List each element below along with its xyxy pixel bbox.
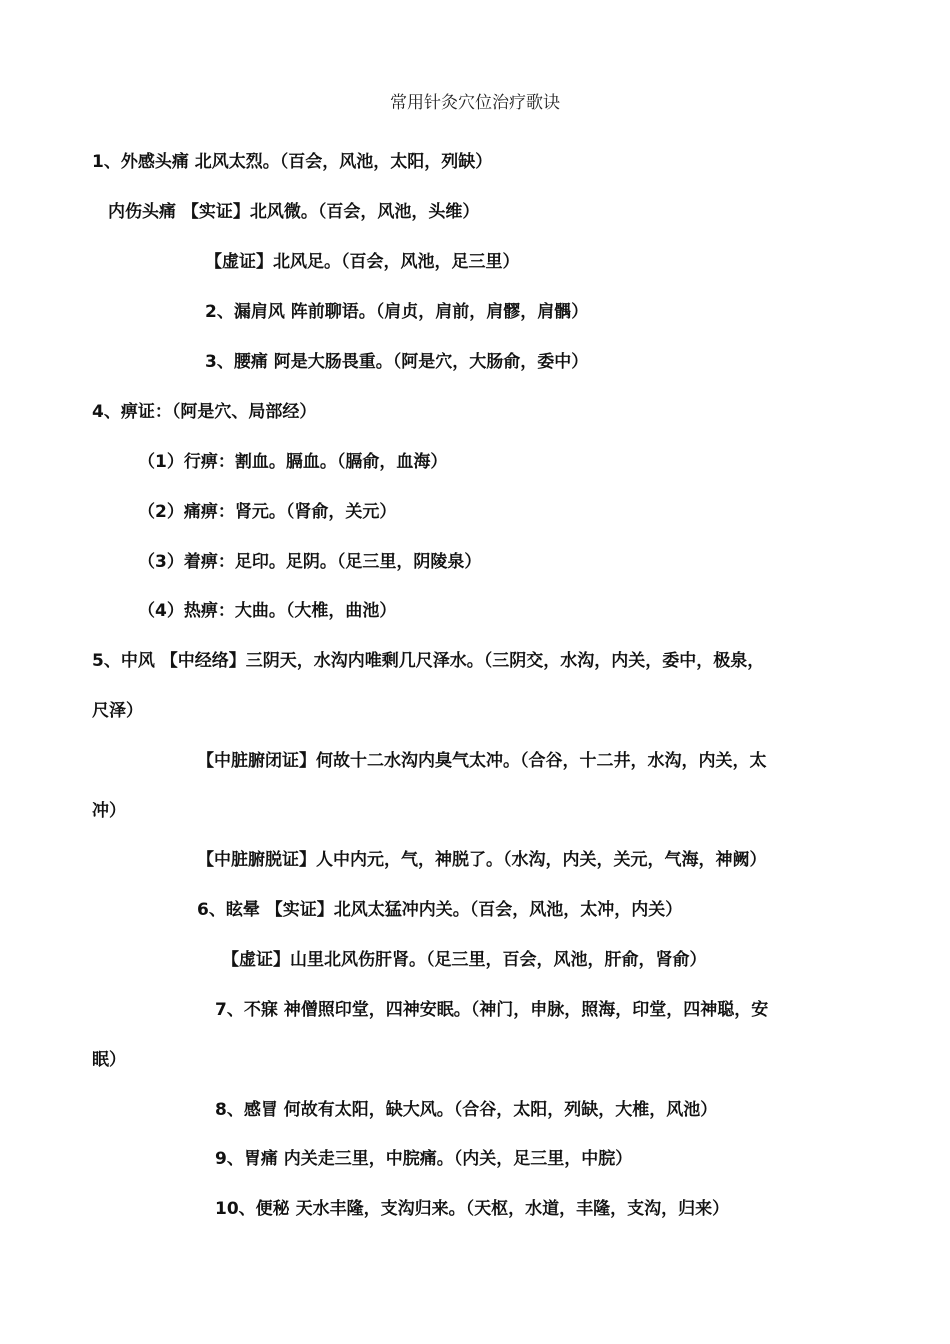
text-line-headache-internal-excess: 内伤头痛 【实证】北风微。（百会，风池，头维） — [108, 202, 480, 222]
text-line-vertigo-excess: 6、眩晕 【实证】北风太猛冲内关。（百会，风池，太冲，内关） — [197, 900, 683, 920]
text-line-painful-bi: （2）痛痹：肾元。（肾俞，关元） — [138, 502, 397, 522]
text-line-insomnia-cont: 眠） — [92, 1050, 126, 1070]
text-line-heat-bi: （4）热痹：大曲。（大椎，曲池） — [138, 601, 397, 621]
text-line-stomach-pain: 9、胃痛 内关走三里，中脘痛。（内关，足三里，中脘） — [215, 1149, 633, 1169]
text-line-insomnia: 7、不寐 神僧照印堂，四神安眠。（神门，申脉，照海，印堂，四神聪，安 — [215, 1000, 769, 1020]
text-line-headache-internal-deficiency: 【虚证】北风足。（百会，风池，足三里） — [205, 252, 520, 272]
text-line-stroke-closed: 【中脏腑闭证】何故十二水沟内臭气太冲。（合谷，十二井，水沟，内关，太 — [197, 751, 767, 771]
text-line-common-cold: 8、感冒 何故有太阳，缺大风。（合谷，太阳，列缺，大椎，风池） — [215, 1100, 718, 1120]
text-line-constipation: 10、便秘 天水丰隆，支沟归来。（天枢，水道，丰隆，支沟，归来） — [215, 1199, 730, 1219]
document-title: 常用针灸穴位治疗歌诀 — [390, 93, 560, 113]
text-line-back-pain: 3、腰痛 阿是大肠畏重。（阿是穴，大肠俞，委中） — [205, 352, 589, 372]
text-line-stroke-meridian-cont: 尺泽） — [92, 701, 143, 721]
text-line-stroke-meridian: 5、中风 【中经络】三阴天，水沟内唯剩几尺泽水。（三阴交，水沟，内关，委中，极泉， — [92, 651, 765, 671]
text-line-stroke-closed-cont: 冲） — [92, 801, 126, 821]
text-line-frozen-shoulder: 2、漏肩风 阵前聊语。（肩贞，肩前，肩髎，肩髃） — [205, 302, 589, 322]
text-line-headache-external: 1、外感头痛 北风太烈。（百会，风池，太阳，列缺） — [92, 152, 493, 172]
text-line-vertigo-deficiency: 【虚证】山里北风伤肝肾。（足三里，百会，风池，肝俞，肾俞） — [222, 950, 707, 970]
text-line-fixed-bi: （3）着痹：足印。足阴。（足三里，阴陵泉） — [138, 552, 482, 572]
text-line-bi-syndrome: 4、痹证：（阿是穴、局部经） — [92, 402, 317, 422]
text-line-stroke-collapse: 【中脏腑脱证】人中内元，气，神脱了。（水沟，内关，关元，气海，神阙） — [197, 850, 767, 870]
text-line-wandering-bi: （1）行痹：割血。膈血。（膈俞，血海） — [138, 452, 448, 472]
